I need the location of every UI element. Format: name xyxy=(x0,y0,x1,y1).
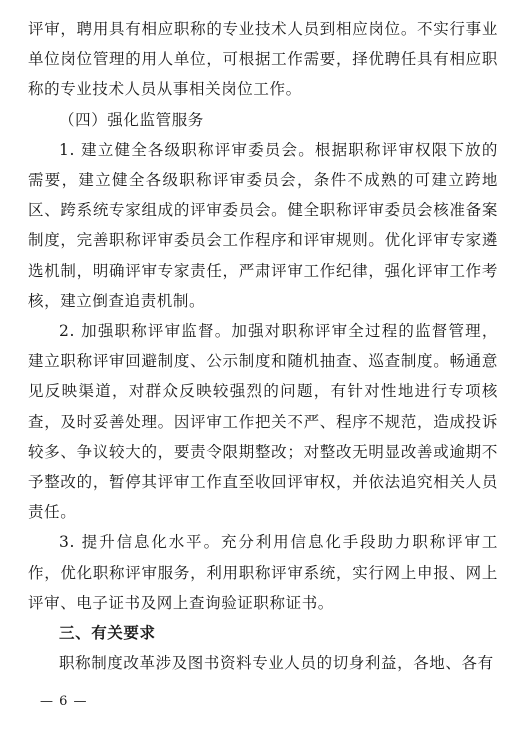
paragraph-item-2: 2. 加强职称评审监督。加强对职称评审全过程的监督管理，建立职称评审回避制度、公示制度和随机抽查、巡查制度。畅通意见反映渠道，对群众反映较强烈的问题，有针对性地进行专项核查，及时妥善处理。因评审工作把关不严、程序不规范，造成投诉较多、争议较大的，要责令限期整改；对整改无明显改善或逾期不予整改的，暂停其评审工作直至收回评审权，并依法追究相关人员责任。 xyxy=(28,322,498,522)
paragraph-item-3: 3. 提升信息化水平。充分利用信息化手段助力职称评审工作，优化职称评审服务，利用职称评审系统，实行网上申报、网上评审、电子证书及网上查询验证职称证书。 xyxy=(28,533,498,612)
paragraph-continuation: 评审，聘用具有相应职称的专业技术人员到相应岗位。不实行事业单位岗位管理的用人单位，可根据工作需要，择优聘任具有相应职称的专业技术人员从事相关岗位工作。 xyxy=(28,20,498,99)
paragraph-requirements-start: 职称制度改革涉及图书资料专业人员的切身利益，各地、各有 xyxy=(59,654,494,673)
document-page xyxy=(28,14,498,678)
page-number: — 6 — xyxy=(40,694,88,709)
subheading-supervision-service: （四）强化监管服务 xyxy=(59,110,204,129)
paragraph-item-1: 1. 建立健全各级职称评审委员会。根据职称评审权限下放的需要，建立健全各级职称评审委员会，条件不成熟的可建立跨地区、跨系统专家组成的评审委员会。健全职称评审委员会核准备案制度，完善职称评审委员会工作程序和评审规则。优化评审专家遴选机制，明确评审专家责任，严肃评审工作纪律，强化评审工作考核，建立倒查追责机制。 xyxy=(28,140,498,310)
section-heading-requirements: 三、有关要求 xyxy=(59,624,156,643)
